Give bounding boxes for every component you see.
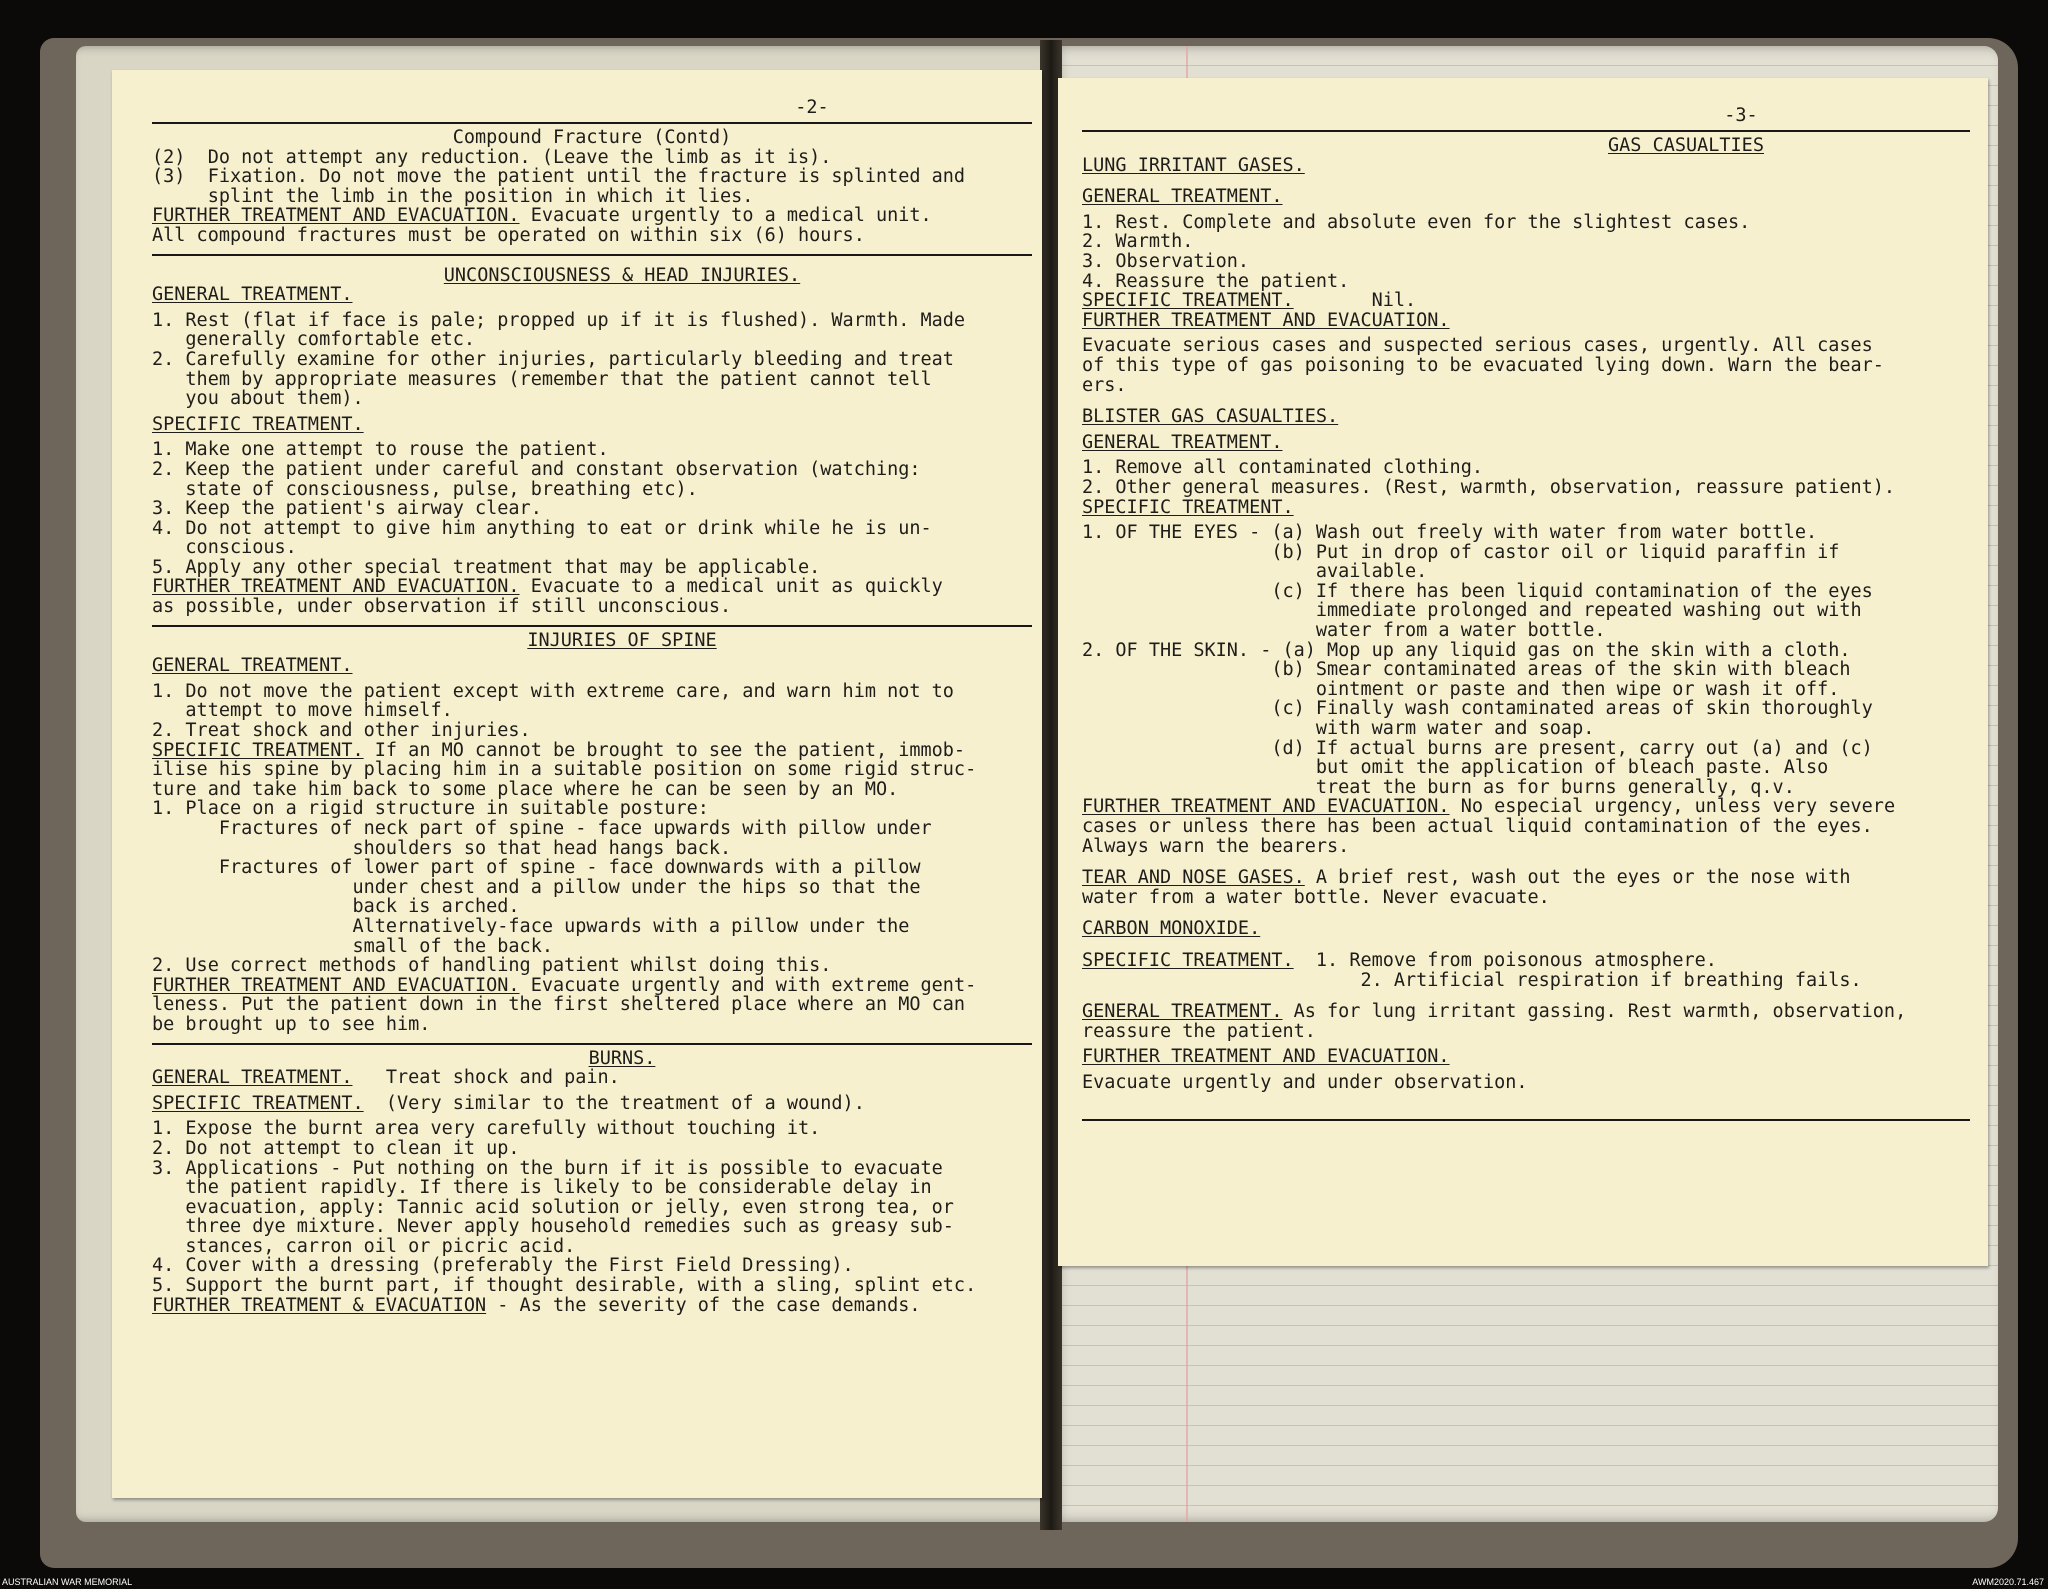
text-line: generally comfortable etc. <box>152 329 476 351</box>
divider <box>152 625 1032 627</box>
text-span: If an MO cannot be brought to see the patient, immob- <box>363 739 966 761</box>
text-line: (3) Fixation. Do not move the patient until the fracture is splinted and <box>152 166 966 188</box>
divider <box>152 1043 1032 1045</box>
subheading-specific-treatment: SPECIFIC TREATMENT. <box>1082 949 1294 971</box>
subheading-specific-treatment: SPECIFIC TREATMENT. <box>1082 290 1294 312</box>
text-line: 5. Support the burnt part, if thought desirable, with a sling, splint etc. <box>152 1275 977 1297</box>
text-line: Evacuate urgently and under observation. <box>1082 1071 1528 1093</box>
text-line: Fractures of neck part of spine - face upwards with pillow under <box>152 818 932 839</box>
section-title-compound-fracture: Compound Fracture (Contd) <box>452 127 732 148</box>
divider <box>152 254 1032 256</box>
subheading-further-treatment: FURTHER TREATMENT & EVACUATION <box>152 1294 487 1316</box>
text-span: (Very similar to the treatment of a wound). <box>363 1092 865 1114</box>
text-line: 3. Applications - Put nothing on the burn if it is possible to evacuate <box>152 1157 943 1179</box>
subheading-further-treatment: FURTHER TREATMENT AND EVACUATION. <box>1082 309 1450 331</box>
text-span: Evacuate to a medical unit as quickly <box>519 576 943 598</box>
text-line: 1. Place on a rigid structure in suitable posture: <box>152 798 709 820</box>
text-line <box>152 741 1032 761</box>
divider <box>1082 1119 1970 1121</box>
text-line: (c) Finally wash contaminated areas of skin thoroughly <box>1082 698 1873 720</box>
text-line: you about them). <box>152 388 364 410</box>
text-line: small of the back. <box>152 935 553 957</box>
text-line: be brought up to see him. <box>152 1013 431 1035</box>
text-line: of this type of gas poisoning to be evacuated lying down. Warn the bear- <box>1082 354 1884 376</box>
subheading-specific-treatment: SPECIFIC TREATMENT. <box>1082 496 1294 518</box>
text-line: 3. Observation. <box>1082 250 1250 272</box>
text-line: 1. Rest. Complete and absolute even for the slightest cases. <box>1082 211 1751 233</box>
footer-credit: AUSTRALIAN WAR MEMORIAL <box>2 1577 133 1587</box>
text-line: splint the limb in the position in which it lies. <box>152 185 754 207</box>
text-line: 1. Do not move the patient except with extreme care, and warn him not to <box>152 680 954 702</box>
text-span: As for lung irritant gassing. Rest warmth, observation, <box>1282 1001 1907 1023</box>
text-line: reassure the patient. <box>1082 1020 1316 1042</box>
text-line: 3. Keep the patient's airway clear. <box>152 498 542 520</box>
text-line: All compound fractures must be operated on within six (6) hours. <box>152 224 865 246</box>
text-line: 2. Keep the patient under careful and constant observation (watching: <box>152 458 921 480</box>
subheading-general-treatment: GENERAL TREATMENT. <box>1082 186 1283 208</box>
page-number: -3- <box>1724 105 1758 126</box>
section-title-burns: BURNS. <box>588 1047 656 1069</box>
subheading-further-treatment: FURTHER TREATMENT AND EVACUATION. <box>152 974 520 996</box>
divider <box>1082 130 1970 132</box>
text-line: attempt to move himself. <box>152 700 453 722</box>
text-span: - As the severity of the case demands. <box>486 1294 921 1316</box>
text-span: 1. Remove from poisonous atmosphere. <box>1293 949 1717 971</box>
text-span: A brief rest, wash out the eyes or the nose with <box>1304 867 1851 889</box>
text-line: Fractures of lower part of spine - face downwards with a pillow <box>152 857 921 879</box>
subheading-blister-gas: BLISTER GAS CASUALTIES. <box>1082 406 1339 428</box>
text-line: 1. Make one attempt to rouse the patient. <box>152 439 609 461</box>
footer-accession-number: AWM2020.71.467 <box>1972 1577 2044 1587</box>
text-line <box>1082 868 1970 888</box>
text-line: cases or unless there has been actual liquid contamination of the eyes. <box>1082 816 1873 837</box>
subheading-further-treatment: FURTHER TREATMENT AND EVACUATION. <box>152 205 520 227</box>
text-span: Evacuate urgently and with extreme gent- <box>519 974 977 996</box>
text-line: 1. Rest (flat if face is pale; propped up if it is flushed). Warmth. Made <box>152 309 966 331</box>
page-number: -2- <box>795 97 829 118</box>
text-line <box>152 206 1032 226</box>
text-line <box>1082 1002 1970 1022</box>
text-line: treat the burn as for burns generally, q.v. <box>1082 776 1795 798</box>
text-line: (d) If actual burns are present, carry out (a) and (c) <box>1082 737 1873 759</box>
subheading-tear-and-nose-gases: TEAR AND NOSE GASES. <box>1082 867 1305 889</box>
text-line: Evacuate serious cases and suspected serious cases, urgently. All cases <box>1082 335 1873 357</box>
text-line <box>152 577 1032 597</box>
section-title-row <box>152 1049 1032 1069</box>
subheading-general-treatment: GENERAL TREATMENT. <box>152 284 353 306</box>
subheading-further-treatment: FURTHER TREATMENT AND EVACUATION. <box>1082 1046 1450 1068</box>
text-line: 4. Cover with a dressing (preferably the First Field Dressing). <box>152 1255 854 1277</box>
subheading-general-treatment: GENERAL TREATMENT. <box>1082 431 1283 453</box>
text-line: 5. Apply any other special treatment that may be applicable. <box>152 556 821 578</box>
subheading-specific-treatment: SPECIFIC TREATMENT. <box>152 1092 364 1114</box>
subheading-carbon-monoxide: CARBON MONOXIDE. <box>1082 918 1261 940</box>
subheading-further-treatment: FURTHER TREATMENT AND EVACUATION. <box>152 576 520 598</box>
text-line: leness. Put the patient down in the first sheltered place where an MO can <box>152 994 966 1016</box>
page-title-gas-casualties: GAS CASUALTIES <box>1608 135 1764 156</box>
divider <box>152 122 1032 124</box>
text-line: back is arched. <box>152 896 520 918</box>
text-line: (2) Do not attempt any reduction. (Leave the limb as it is). <box>152 146 832 168</box>
text-line: 2. Use correct methods of handling patient whilst doing this. <box>152 955 832 977</box>
subheading-lung-irritant-gases: LUNG IRRITANT GASES. <box>1082 154 1305 176</box>
text-line: ture and take him back to some place where he can be seen by an MO. <box>152 778 899 800</box>
text-span: Evacuate urgently to a medical unit. <box>519 205 932 227</box>
text-line: (c) If there has been liquid contamination of the eyes <box>1082 580 1873 602</box>
text-line: 4. Do not attempt to give him anything to eat or drink while he is un- <box>152 517 932 539</box>
text-line: Always warn the bearers. <box>1082 835 1350 857</box>
text-span: Treat shock and pain. <box>352 1067 620 1089</box>
text-line: Alternatively-face upwards with a pillow under the <box>152 915 910 937</box>
text-line: 2. Carefully examine for other injuries, particularly bleeding and treat <box>152 348 954 370</box>
text-line: 4. Reassure the patient. <box>1082 270 1350 292</box>
text-line: but omit the application of bleach paste. Also <box>1082 757 1829 779</box>
text-line: 2. Other general measures. (Rest, warmth, observation, reassure patient). <box>1082 476 1896 498</box>
text-line: water from a water bottle. <box>1082 620 1606 642</box>
text-line: them by appropriate measures (remember that the patient cannot tell <box>152 368 932 390</box>
text-span: No especial urgency, unless very severe <box>1449 796 1896 818</box>
text-line: under chest and a pillow under the hips so that the <box>152 876 921 898</box>
text-line: state of consciousness, pulse, breathing etc). <box>152 478 698 500</box>
text-line: ilise his spine by placing him in a suitable position on some rigid struc- <box>152 759 977 781</box>
text-line: 1. Expose the burnt area very carefully without touching it. <box>152 1118 821 1140</box>
left-typed-sheet <box>112 70 1042 1498</box>
text-line: conscious. <box>152 537 297 559</box>
text-line <box>152 1068 1032 1088</box>
subheading-specific-treatment: SPECIFIC TREATMENT. <box>152 413 364 435</box>
text-line: water from a water bottle. Never evacuate. <box>1082 886 1550 908</box>
subheading-general-treatment: GENERAL TREATMENT. <box>152 655 353 677</box>
section-title-row <box>152 631 1032 651</box>
text-line: evacuation, apply: Tannic acid solution or jelly, even strong tea, or <box>152 1196 954 1218</box>
text-line: 2. Treat shock and other injuries. <box>152 720 531 742</box>
text-line: 2. Artificial respiration if breathing fails. <box>1082 969 1862 991</box>
subheading-general-treatment: GENERAL TREATMENT. <box>152 1067 353 1089</box>
text-line: three dye mixture. Never apply household remedies such as greasy sub- <box>152 1216 954 1238</box>
text-line: ers. <box>1082 374 1127 396</box>
text-line: (b) Put in drop of castor oil or liquid paraffin if <box>1082 541 1840 563</box>
text-line: 2. Warmth. <box>1082 231 1194 253</box>
text-span: Nil. <box>1293 290 1417 312</box>
text-line <box>1082 951 1970 971</box>
text-line: available. <box>1082 561 1428 583</box>
text-line: with warm water and soap. <box>1082 718 1595 740</box>
text-line <box>152 1094 1032 1114</box>
text-line <box>152 976 1032 996</box>
section-title-unconsciousness: UNCONSCIOUSNESS & HEAD INJURIES. <box>443 264 801 286</box>
text-line <box>1082 291 1970 311</box>
text-line: 2. Do not attempt to clean it up. <box>152 1137 520 1159</box>
text-line <box>152 1296 1032 1316</box>
section-title-row <box>1082 136 1970 156</box>
text-line: stances, carron oil or picric acid. <box>152 1235 576 1257</box>
subheading-general-treatment: GENERAL TREATMENT. <box>1082 1001 1283 1023</box>
text-line: (b) Smear contaminated areas of the skin with bleach <box>1082 659 1851 681</box>
text-line: the patient rapidly. If there is likely to be considerable delay in <box>152 1177 932 1199</box>
text-line: 1. Remove all contaminated clothing. <box>1082 457 1483 479</box>
text-line: immediate prolonged and repeated washing out with <box>1082 600 1862 622</box>
text-line: ointment or paste and then wipe or wash it off. <box>1082 678 1840 700</box>
text-line <box>1082 797 1970 817</box>
subheading-specific-treatment: SPECIFIC TREATMENT. <box>152 739 364 761</box>
text-line: as possible, under observation if still unconscious. <box>152 596 732 618</box>
text-line: 2. OF THE SKIN. - (a) Mop up any liquid gas on the skin with a cloth. <box>1082 639 1851 661</box>
right-typed-sheet <box>1058 78 1988 1266</box>
section-title-spine: INJURIES OF SPINE <box>527 629 717 651</box>
subheading-further-treatment: FURTHER TREATMENT AND EVACUATION. <box>1082 796 1450 818</box>
text-line: shoulders so that head hangs back. <box>152 837 732 859</box>
section-title-row <box>152 266 1032 286</box>
text-line: 1. OF THE EYES - (a) Wash out freely with water from water bottle. <box>1082 522 1818 544</box>
